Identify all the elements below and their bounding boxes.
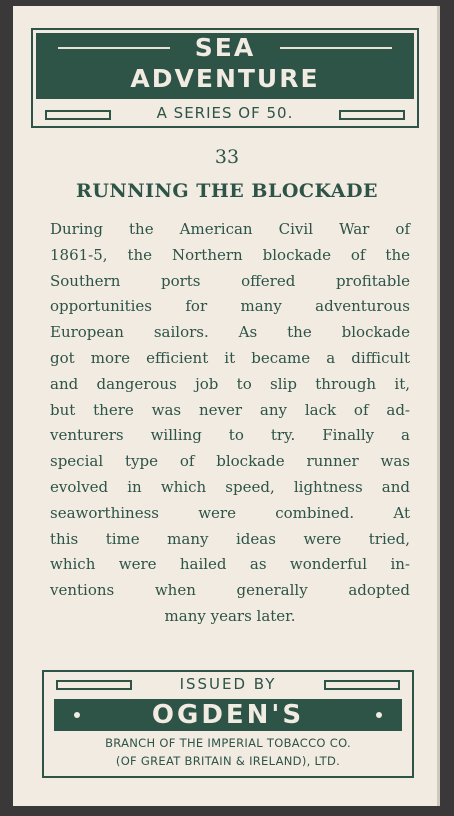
description-line: ventions when generally adopted: [50, 581, 410, 600]
description-line: this time many ideas were tried,: [50, 529, 410, 548]
card-number: 33: [214, 146, 240, 168]
description-line: got more efficient it became a difficult: [50, 348, 410, 367]
series-count: A SERIES OF 50.: [156, 104, 294, 122]
series-title-line2: ADVENTURE: [130, 64, 320, 93]
description-line: but there was never any lack of ad-: [50, 400, 410, 419]
description-line: opportunities for many adventurous: [50, 297, 410, 316]
issued-by-label: ISSUED BY: [179, 675, 277, 693]
description-line: many years later.: [164, 606, 296, 625]
description-line: evolved in which speed, lightness and: [50, 477, 410, 496]
series-header: [31, 28, 419, 128]
description-line: During the American Civil War of: [50, 220, 410, 238]
branch-line-2: (OF GREAT BRITAIN & IRELAND), LTD.: [115, 754, 341, 768]
description-line: and dangerous job to slip through it,: [50, 374, 410, 393]
series-title-line1: SEA: [194, 33, 256, 62]
description-line: European sailors. As the blockade: [50, 323, 410, 342]
branch-line-1: BRANCH OF THE IMPERIAL TOBACCO CO.: [105, 736, 351, 750]
description-line: special type of blockade runner was: [50, 452, 410, 471]
description-line: venturers willing to try. Finally a: [50, 426, 410, 445]
description-line: which were hailed as wonderful in-: [50, 555, 410, 574]
card-title: RUNNING THE BLOCKADE: [76, 180, 378, 202]
description-line: seaworthiness were combined. At: [50, 503, 410, 522]
card-description: [50, 217, 410, 630]
issuer-panel: [42, 670, 414, 778]
brand-name: OGDEN'S: [151, 700, 305, 730]
header-band: [36, 33, 414, 99]
description-line: 1861-5, the Northern blockade of the: [50, 245, 410, 264]
description-line: Southern ports offered profitable: [50, 271, 410, 290]
brand-band: [54, 699, 402, 731]
